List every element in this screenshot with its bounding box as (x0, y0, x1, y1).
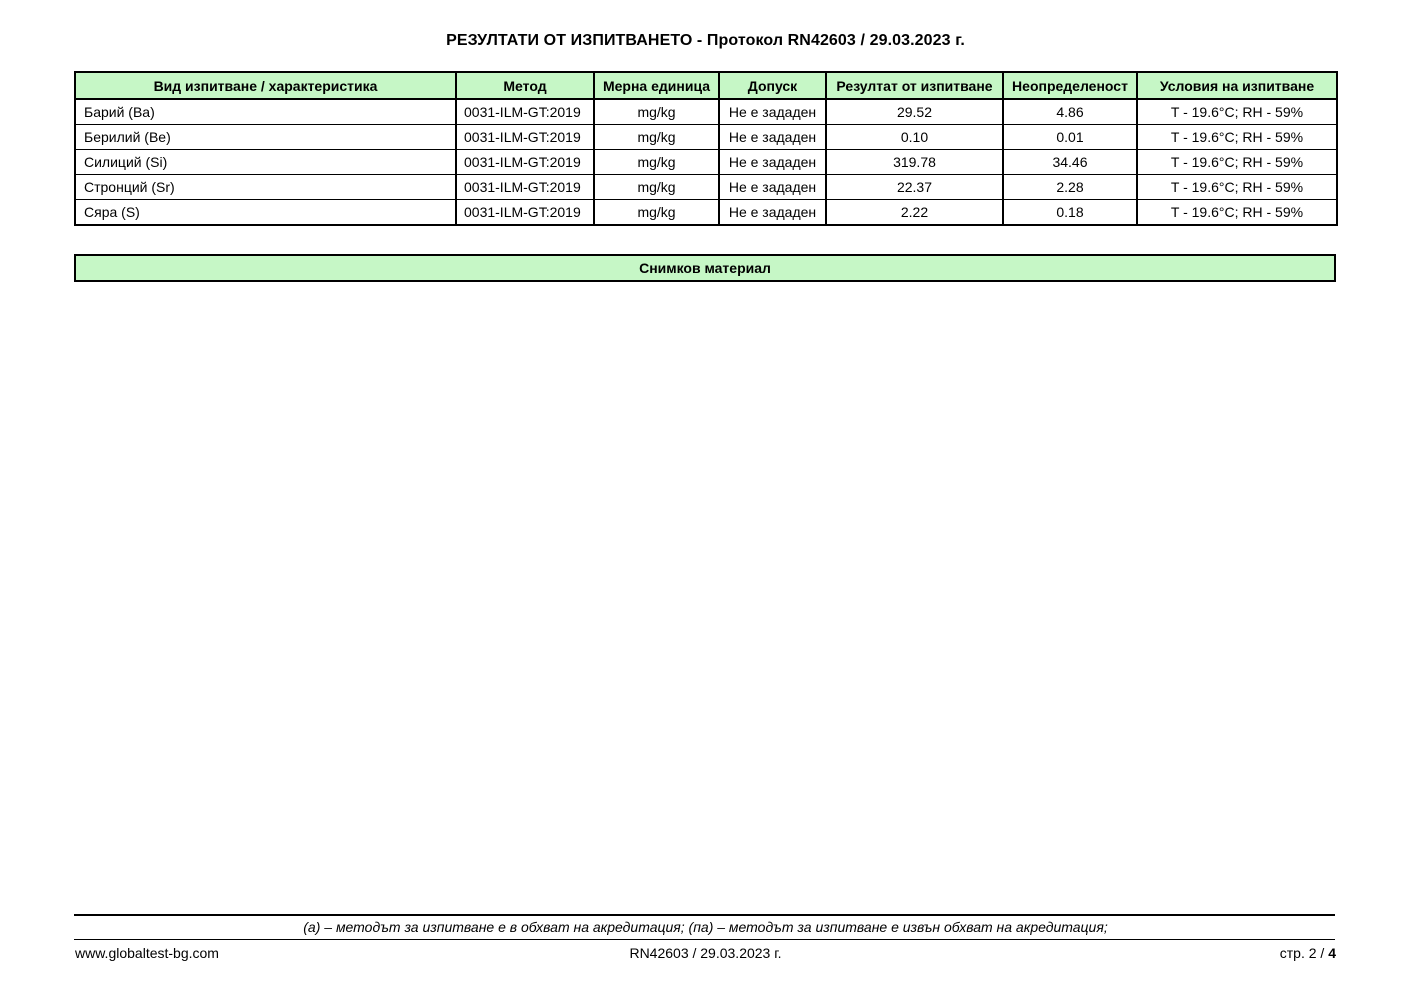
table-row (75, 99, 1337, 125)
header-method: Метод (456, 72, 594, 99)
table-header-row (75, 72, 1337, 99)
cell-method: 0031-ILM-GT:2019 (456, 150, 594, 175)
footer-divider (74, 914, 1335, 916)
cell-result: 2.22 (826, 200, 1003, 226)
cell-test-type: Барий (Ba) (75, 99, 456, 125)
header-conditions: Условия на изпитване (1137, 72, 1337, 99)
header-test-type: Вид изпитване / характеристика (75, 72, 456, 99)
cell-uncertainty: 4.86 (1003, 99, 1137, 125)
table-row (75, 200, 1337, 226)
cell-uncertainty: 0.01 (1003, 125, 1137, 150)
cell-method: 0031-ILM-GT:2019 (456, 125, 594, 150)
table-row (75, 150, 1337, 175)
cell-tolerance: Не е зададен (719, 175, 826, 200)
cell-uncertainty: 0.18 (1003, 200, 1137, 226)
cell-conditions: T - 19.6°C; RH - 59% (1137, 200, 1337, 226)
cell-unit: mg/kg (594, 150, 719, 175)
cell-unit: mg/kg (594, 99, 719, 125)
cell-result: 319.78 (826, 150, 1003, 175)
cell-tolerance: Не е зададен (719, 99, 826, 125)
cell-conditions: T - 19.6°C; RH - 59% (1137, 99, 1337, 125)
photo-section-header: Снимков материал (74, 254, 1336, 282)
cell-result: 0.10 (826, 125, 1003, 150)
page-title: РЕЗУЛТАТИ ОТ ИЗПИТВАНЕТО - Протокол RN42603 / 29.03.2023 г. (446, 32, 965, 49)
cell-unit: mg/kg (594, 125, 719, 150)
table-row (75, 125, 1337, 150)
footer-website: www.globaltest-bg.com (75, 945, 219, 961)
cell-conditions: T - 19.6°C; RH - 59% (1137, 150, 1337, 175)
cell-test-type: Сяра (S) (75, 200, 456, 226)
cell-uncertainty: 2.28 (1003, 175, 1137, 200)
table-row (75, 175, 1337, 200)
header-tolerance: Допуск (719, 72, 826, 99)
cell-test-type: Стронций (Sr) (75, 175, 456, 200)
header-result: Резултат от изпитване (826, 72, 1003, 99)
cell-uncertainty: 34.46 (1003, 150, 1137, 175)
page-number-prefix: стр. 2 / (1279, 945, 1329, 961)
cell-tolerance: Не е зададен (719, 125, 826, 150)
cell-conditions: T - 19.6°C; RH - 59% (1137, 125, 1337, 150)
cell-tolerance: Не е зададен (719, 200, 826, 226)
page-number (1280, 945, 1336, 961)
cell-method: 0031-ILM-GT:2019 (456, 200, 594, 226)
page-total: 4 (1328, 945, 1336, 961)
results-table (74, 71, 1338, 226)
cell-test-type: Берилий (Be) (75, 125, 456, 150)
accreditation-note: (а) – методът за изпитване е в обхват на акредитация; (па) – методът за изпитване е извън обхват на акредитация; (303, 919, 1108, 935)
cell-test-type: Силиций (Si) (75, 150, 456, 175)
cell-result: 29.52 (826, 99, 1003, 125)
footer-protocol-number: RN42603 / 29.03.2023 г. (629, 945, 782, 961)
cell-conditions: T - 19.6°C; RH - 59% (1137, 175, 1337, 200)
footer-divider-thin (74, 939, 1335, 940)
header-uncertainty: Неопределеност (1003, 72, 1137, 99)
cell-method: 0031-ILM-GT:2019 (456, 99, 594, 125)
cell-unit: mg/kg (594, 175, 719, 200)
cell-method: 0031-ILM-GT:2019 (456, 175, 594, 200)
cell-result: 22.37 (826, 175, 1003, 200)
cell-tolerance: Не е зададен (719, 150, 826, 175)
header-unit: Мерна единица (594, 72, 719, 99)
cell-unit: mg/kg (594, 200, 719, 226)
